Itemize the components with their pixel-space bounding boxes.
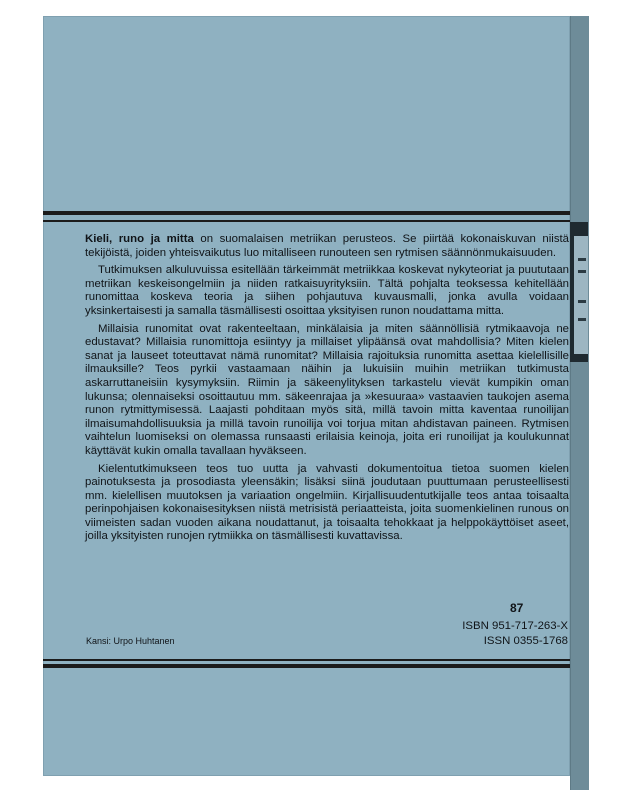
blurb-text: [85, 233, 569, 548]
spine-mark: [578, 318, 586, 321]
spine-mark: [578, 258, 586, 261]
bottom-rule-thick: [43, 664, 570, 668]
bottom-rule-thin: [43, 659, 570, 661]
cover-credit: Kansi: Urpo Huhtanen: [86, 636, 175, 646]
book-title: Kieli, runo ja mitta: [85, 233, 194, 245]
top-rule-thin: [43, 220, 570, 222]
intro-text: on suomalaisen metriikan perusteos. Se piirtää kokonaiskuvan niistä tekijöistä, joiden yhteisvaikutus luo mitalliseen runouteen sen rytmisen säännönmukaisuuden.: [85, 233, 570, 259]
blurb-intro: [85, 233, 569, 260]
spine-mark: [578, 270, 586, 273]
blurb-paragraph: Millaisia runomitat ovat rakenteeltaan, minkälaisia ja miten säännöllisiä rytmikaavoja ne edustavat? Millaisia runomittoja esiintyy ja millaiset ylipäänsä ovat mahdollisia? Miten kielen sanat ja lauseet toteuttavat nämä runomitat? Millaisia rajoituksia runomitta asettaa kielellisille ilmauksille? Teos pyrkii vastaamaan näihin ja lukuisiin muihin metriikan tutkimusta askarruttaneisiin kysymyksiin. Riimin ja säkeenylityksen tarkastelu vievät kumpikin oman lukunsa; olennaiseksi osoittautuu mm. säkeenrajaa ja »kesuuraa» vastaavien taukojen asema runon rytmittymisessä. Laajasti pohditaan myös sitä, millä tavoin mitta kaventaa runoilijan ilmaisumahdollisuuksia ja millä tavoin runoilija voi torjua mitan ahdistavan paineen. Rytmisen vaihtelun luomiseksi on olemassa runsaasti erilaisia keinoja, joita eri runoilijat ja koulukunnat käyttävät kukin omalla tavallaan hyväkseen.: [85, 322, 569, 457]
blurb-paragraph: Tutkimuksen alkuluvuissa esitellään tärkeimmät metriikkaa koskevat nykyteoriat ja puututaan metriikan keskeisongelmiin ja niiden ratkaisuyrityksiin. Tältä pohjalta teoksessa kehitellään runomittaa koskeva teoria ja siihen pohjautuva kuvausmalli, jonka avulla voidaan yksinkertaisesti ja samalla täsmällisesti osoittaa yksityisen runon noudattama mitta.: [85, 264, 569, 317]
blurb-paragraph: Kielentutkimukseen teos tuo uutta ja vahvasti dokumentoitua tietoa suomen kielen painotuksesta ja prosodiasta yleensäkin; lisäksi siinä joudutaan puuttumaan perusteellisesti mm. kielellisen muutoksen ja variaation ongelmiin. Kirjallisuudentutkijalle teos antaa toisaalta perinpohjaisen kokonaisesityksen niistä metrisistä periaatteista, joita suomenkielinen runous on viimeisten sadan vuoden aikana noudattanut, ja toisaalta tehokkaat ja helppokäyttöiset aseet, joilla yksityisten runojen rytmiikka on täsmällisesti kuvattavissa.: [85, 462, 569, 543]
spine-mark: [578, 300, 586, 303]
book-spine: [570, 16, 589, 790]
isbn: ISBN 951-717-263-X: [462, 620, 568, 632]
isbn-block: [428, 619, 568, 649]
spine-light-panel: [574, 236, 588, 354]
top-rule-thick: [43, 211, 570, 215]
issn: ISSN 0355-1768: [483, 635, 568, 647]
series-number: 87: [510, 601, 524, 615]
